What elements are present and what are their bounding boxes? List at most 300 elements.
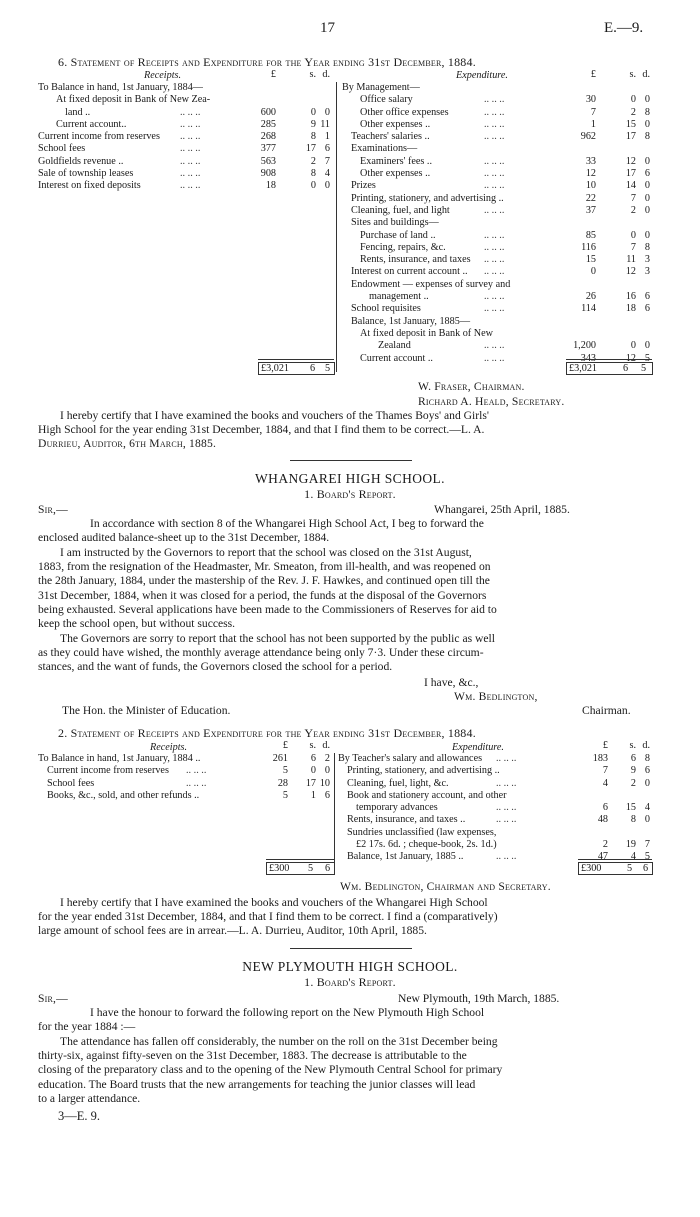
- ledger-label: Interest on current account ..: [351, 266, 468, 278]
- shillings-value: 0: [630, 94, 636, 106]
- total-rule: [266, 859, 334, 860]
- shillings-value: 17: [625, 168, 636, 180]
- pounds-value: 7: [590, 106, 596, 118]
- pence-value: 8: [644, 241, 650, 253]
- shillings-value: 0: [310, 180, 316, 192]
- salutation: Sir,—: [38, 992, 68, 1005]
- leader-dots: .. .. ..: [484, 266, 505, 278]
- ledger-label: Purchase of land ..: [360, 229, 436, 241]
- total-pence: 6: [643, 863, 649, 874]
- receipts-heading: Receipts.: [150, 742, 188, 753]
- pence-value: 10: [319, 777, 330, 789]
- pounds-value: 2: [602, 839, 608, 851]
- leader-dots: .. .. ..: [186, 765, 207, 777]
- pence-value: 6: [644, 303, 650, 315]
- ledger-label: Sites and buildings—: [351, 217, 439, 229]
- receipts-total: [266, 862, 335, 875]
- pounds-value: 343: [580, 352, 596, 364]
- ledger-row: [342, 340, 652, 352]
- ledger-row: [38, 107, 332, 119]
- ledger-label: Current account..: [56, 118, 127, 130]
- ledger-row: [342, 205, 652, 217]
- pounds-value: 5: [282, 765, 288, 777]
- leader-dots: .. .. ..: [484, 303, 505, 315]
- ledger-label: Printing, stationery, and advertising ..: [347, 765, 500, 777]
- section-subheading: 1. Board's Report.: [304, 487, 396, 501]
- pounds-value: 30: [585, 94, 596, 106]
- ledger-label: Rents, insurance, and taxes ..: [347, 814, 466, 826]
- pence-value: 0: [324, 765, 330, 777]
- pounds-value: 26: [585, 291, 596, 303]
- pence-value: 5: [644, 851, 650, 863]
- paragraph-line: The Governors are sorry to report that the school has not been supported by the public as well: [60, 632, 495, 645]
- page-number: 17: [320, 20, 335, 36]
- ledger-row: [342, 131, 652, 143]
- audit-certificate: [38, 409, 655, 452]
- ledger-label: Other expenses ..: [360, 168, 431, 180]
- ledger-label: Current income from reserves: [47, 765, 169, 777]
- pence-value: 0: [644, 94, 650, 106]
- leader-dots: .. .. ..: [180, 118, 201, 130]
- total-rule: [258, 359, 334, 360]
- ledger-row: [342, 180, 652, 192]
- ledger-label: By Management—: [342, 82, 420, 93]
- pounds-value: 10: [585, 180, 596, 192]
- salutation: Sir,—: [38, 503, 68, 516]
- paragraph-line: as they could have wished, the monthly average attendance being only 7·3. Under these circum-: [38, 646, 484, 660]
- paragraph-line: education. The Board trusts that the new arrangements for teaching the junior classes will lead: [38, 1077, 476, 1091]
- shillings-value: 18: [625, 303, 636, 315]
- section-divider: [290, 948, 412, 949]
- ledger-label: Other expenses ..: [360, 118, 431, 130]
- total-shillings: 6: [623, 363, 629, 374]
- shillings-value: 2: [630, 777, 636, 789]
- pence-value: 6: [644, 765, 650, 777]
- shillings-value: 0: [630, 229, 636, 241]
- statement-title: 2. Statement of Receipts and Expenditure for the Year ending 31st December, 1884.: [58, 726, 476, 740]
- section-subheading: 1. Board's Report.: [304, 975, 396, 989]
- section-heading: WHANGAREI HIGH SCHOOL.: [255, 471, 445, 486]
- ledger-row: [342, 291, 652, 303]
- expenditure-total: [566, 362, 653, 375]
- pounds-value: 22: [585, 192, 596, 204]
- paragraph-line: closing of the preparatory class and to the opening of the New Plymouth Central School for primary: [38, 1063, 503, 1077]
- total-pounds: £300: [269, 863, 290, 874]
- lsd-heading: d.: [642, 69, 650, 80]
- pounds-value: 908: [260, 168, 276, 180]
- ledger-row: [338, 753, 652, 765]
- paragraph-line: stances, and the want of funds, the Governors closed the school for a period.: [38, 660, 393, 674]
- report-paragraph: [38, 546, 655, 631]
- ledger-label: temporary advances: [356, 802, 438, 814]
- leader-dots: .. .. ..: [484, 241, 505, 253]
- ledger-row: [338, 827, 652, 839]
- leader-dots: .. .. ..: [186, 777, 207, 789]
- pence-value: 0: [644, 180, 650, 192]
- total-pence: 5: [325, 363, 331, 374]
- ledger-label: Interest on fixed deposits: [38, 180, 141, 192]
- pence-value: 2: [324, 753, 330, 764]
- pounds-value: 18: [265, 180, 276, 192]
- lsd-heading: s.: [629, 740, 636, 751]
- ledger-row: [342, 119, 652, 131]
- ledger-label: land ..: [65, 106, 91, 118]
- report-paragraph: [38, 517, 655, 545]
- paragraph-line: The attendance has fallen off considerably, the number on the roll on the 31st December being: [60, 1035, 498, 1048]
- leader-dots: .. .. ..: [496, 777, 517, 789]
- ledger-row: [342, 107, 652, 119]
- ledger-label: £2 17s. 6d. ; cheque-book, 2s. 1d.): [356, 839, 497, 851]
- ledger-row: [38, 778, 332, 790]
- pounds-value: 4: [602, 777, 608, 789]
- pence-value: 0: [644, 777, 650, 789]
- leader-dots: .. .. ..: [180, 143, 201, 155]
- shillings-value: 19: [625, 839, 636, 851]
- leader-dots: .. .. ..: [484, 131, 505, 143]
- pounds-value: 15: [585, 254, 596, 266]
- ledger-row: [38, 94, 332, 106]
- shillings-value: 12: [625, 266, 636, 278]
- ledger-row: [38, 82, 332, 94]
- total-pounds: £3,021: [569, 363, 598, 374]
- shillings-value: 16: [625, 291, 636, 303]
- ledger-row: [342, 279, 652, 291]
- receipts-heading: Receipts.: [144, 70, 182, 81]
- ledger-label: Current income from reserves: [38, 131, 160, 143]
- pounds-value: 377: [260, 143, 276, 155]
- paragraph-line: 31st December, 1884, when it was closed for a period, the funds at the disposal of the Governors: [38, 588, 487, 602]
- lsd-heading: d.: [322, 740, 330, 751]
- shillings-value: 7: [630, 192, 636, 204]
- pounds-value: 285: [260, 118, 276, 130]
- lsd-heading: d.: [642, 740, 650, 751]
- ledger-row: [342, 168, 652, 180]
- signature-mark: 3—E. 9.: [58, 1109, 101, 1123]
- closing: I have, &c.,: [424, 676, 479, 689]
- ledger-label: Balance, 1st January, 1885 ..: [347, 851, 464, 863]
- ledger-row: [342, 217, 652, 229]
- total-pence: 5: [641, 363, 647, 374]
- pounds-value: 114: [581, 303, 596, 315]
- shillings-value: 14: [625, 180, 636, 192]
- pounds-value: 563: [260, 155, 276, 167]
- ledger-label: Teachers' salaries ..: [351, 131, 430, 143]
- signer-name: Wm. Bedlington,: [454, 690, 538, 703]
- ledger-row: [38, 156, 332, 168]
- ledger-label: Prizes: [351, 180, 376, 192]
- ledger-row: [38, 753, 332, 765]
- column-divider: [334, 753, 335, 871]
- certificate-line: for the year ended 31st December, 1884, and that I find them to be correct. I find a (comparatively): [38, 910, 498, 924]
- paragraph-line: thirty-six, against fifty-seven on the 31st December, 1883. The decrease is attributable to the: [38, 1049, 467, 1063]
- pence-value: 0: [644, 192, 650, 204]
- paragraph-line: to a larger attendance.: [38, 1091, 141, 1105]
- shillings-value: 9: [310, 118, 316, 130]
- total-shillings: 5: [627, 863, 633, 874]
- shillings-value: 0: [310, 765, 316, 777]
- ledger-label: management ..: [369, 291, 429, 303]
- ledger-row: [38, 180, 332, 192]
- total-shillings: 6: [310, 363, 316, 374]
- total-pounds: £3,021: [261, 363, 290, 374]
- pounds-value: 962: [580, 131, 596, 143]
- ledger-label: To Balance in hand, 1st January, 1884—: [38, 82, 203, 93]
- leader-dots: .. .. ..: [180, 106, 201, 118]
- shillings-value: 6: [630, 753, 636, 764]
- ledger-row: [342, 316, 652, 328]
- certificate-line: I hereby certify that I have examined the books and vouchers of the Thames Boys' and Girls': [60, 409, 489, 422]
- paragraph-line: I have the honour to forward the following report on the New Plymouth High School: [90, 1006, 485, 1019]
- pence-value: 4: [644, 802, 650, 814]
- ledger-row: [338, 790, 652, 802]
- ledger-label: Endowment — expenses of survey and: [351, 278, 511, 290]
- shillings-value: 8: [630, 814, 636, 826]
- shillings-value: 8: [310, 168, 316, 180]
- ledger-label: Fencing, repairs, &c.: [360, 241, 446, 253]
- pence-value: 0: [324, 180, 330, 192]
- pence-value: 3: [644, 266, 650, 278]
- shillings-value: 4: [630, 851, 636, 863]
- pounds-value: 1: [590, 118, 596, 130]
- lsd-heading: d.: [322, 69, 330, 80]
- ledger-row: [342, 230, 652, 242]
- pence-value: 0: [644, 229, 650, 241]
- leader-dots: .. .. ..: [484, 229, 505, 241]
- shillings-value: 8: [310, 131, 316, 143]
- pence-value: 6: [324, 143, 330, 155]
- document-reference: E.—9.: [604, 20, 644, 36]
- leader-dots: .. .. ..: [496, 851, 517, 863]
- ledger-row: [342, 82, 652, 94]
- ledger-row: [342, 242, 652, 254]
- ledger-label: Other office expenses: [360, 106, 449, 118]
- pence-value: 8: [644, 753, 650, 764]
- pounds-value: 47: [597, 851, 608, 863]
- ledger-label: By Teacher's salary and allowances: [338, 753, 483, 764]
- pence-value: 11: [320, 118, 330, 130]
- shillings-value: 0: [310, 106, 316, 118]
- audit-certificate: [38, 896, 655, 939]
- ledger-row: [38, 143, 332, 155]
- report-paragraph: [38, 1006, 655, 1034]
- shillings-value: 2: [630, 204, 636, 216]
- pence-value: 8: [644, 131, 650, 143]
- leader-dots: .. .. ..: [484, 180, 505, 192]
- certificate-line: large amount of school fees are in arrear.—L. A. Durrieu, Auditor, 10th April, 1885.: [38, 924, 427, 938]
- pounds-value: 28: [277, 777, 288, 789]
- ledger-label: Goldfields revenue ..: [38, 155, 124, 167]
- pounds-value: 183: [592, 753, 608, 764]
- pence-value: 0: [644, 155, 650, 167]
- ledger-label: Rents, insurance, and taxes: [360, 254, 471, 266]
- paragraph-line: I am instructed by the Governors to report that the school was closed on the 31st August,: [60, 546, 472, 559]
- ledger-row: [342, 303, 652, 315]
- receipts-total: [258, 362, 335, 375]
- paragraph-line: enclosed audited balance-sheet up to the 31st December, 1884.: [38, 531, 330, 545]
- shillings-value: 2: [310, 155, 316, 167]
- total-rule: [578, 859, 652, 860]
- lsd-heading: s.: [309, 740, 316, 751]
- pence-value: 7: [644, 839, 650, 851]
- shillings-value: 11: [626, 254, 636, 266]
- expenditure-heading: Expenditure.: [452, 742, 504, 753]
- ledger-row: [342, 156, 652, 168]
- pence-value: 6: [324, 789, 330, 801]
- leader-dots: .. .. ..: [180, 155, 201, 167]
- paragraph-line: In accordance with section 8 of the Whangarei High School Act, I beg to forward the: [90, 517, 484, 530]
- ledger-label: Book and stationery account, and other: [347, 789, 507, 801]
- pence-value: 0: [644, 340, 650, 352]
- ledger-label: Examiners' fees ..: [360, 155, 432, 167]
- lsd-heading: £: [270, 69, 276, 80]
- signer-title: Chairman.: [582, 704, 631, 717]
- ledger-label: Balance, 1st January, 1885—: [351, 315, 471, 327]
- paragraph-line: 1883, from the resignation of the Headmaster, Mr. Smeaton, from ill-health, and was reopened on: [38, 560, 491, 574]
- ledger-label: Zealand: [378, 340, 411, 352]
- ledger-row: [342, 254, 652, 266]
- ledger-label: To Balance in hand, 1st January, 1884 ..: [38, 753, 201, 764]
- paragraph-line: the 28th January, 1884, under the mastership of the Rev. J. F. Hawkes, and continued open till the: [38, 574, 490, 588]
- leader-dots: .. .. ..: [180, 131, 201, 143]
- shillings-value: 17: [625, 131, 636, 143]
- leader-dots: .. .. ..: [180, 180, 201, 192]
- ledger-label: Sale of township leases: [38, 168, 134, 180]
- pounds-value: 268: [260, 131, 276, 143]
- ledger-label: Current account ..: [360, 352, 433, 364]
- certificate-line: I hereby certify that I have examined the books and vouchers of the Whangarei High School: [60, 896, 488, 909]
- ledger-row: [338, 765, 652, 777]
- ledger-row: [38, 790, 332, 802]
- shillings-value: 12: [625, 155, 636, 167]
- ledger-row: [338, 802, 652, 814]
- ledger-label: School requisites: [351, 303, 421, 315]
- shillings-value: 6: [310, 753, 316, 764]
- leader-dots: .. .. ..: [484, 254, 505, 266]
- pounds-value: 7: [602, 765, 608, 777]
- total-pence: 6: [325, 863, 331, 874]
- leader-dots: .. .. ..: [484, 340, 505, 352]
- pence-value: 6: [644, 291, 650, 303]
- shillings-value: 15: [625, 802, 636, 814]
- ledger-label: Printing, stationery, and advertising ..: [351, 192, 504, 204]
- pounds-value: 261: [272, 753, 288, 764]
- ledger-row: [38, 765, 332, 777]
- leader-dots: .. .. ..: [496, 814, 517, 826]
- pounds-value: 48: [597, 814, 608, 826]
- section-heading: NEW PLYMOUTH HIGH SCHOOL.: [242, 959, 458, 974]
- certificate-line: Durrieu, Auditor, 6th March, 1885.: [38, 437, 217, 451]
- shillings-value: 12: [625, 352, 636, 364]
- ledger-row: [338, 778, 652, 790]
- shillings-value: 0: [630, 340, 636, 352]
- pence-value: 4: [324, 168, 330, 180]
- paragraph-line: being exhausted. Several applications have been made to the Commissioners of Reserves for aid to: [38, 602, 497, 616]
- ledger-label: School fees: [38, 143, 86, 155]
- shillings-value: 9: [630, 765, 636, 777]
- pounds-value: 0: [590, 266, 596, 278]
- pounds-value: 37: [585, 204, 596, 216]
- ledger-label: At fixed deposit in Bank of New Zea-: [56, 94, 211, 106]
- pence-value: 5: [644, 352, 650, 364]
- shillings-value: 17: [305, 143, 316, 155]
- place-date: Whangarei, 25th April, 1885.: [434, 503, 570, 516]
- column-divider: [336, 82, 337, 372]
- paragraph-line: keep the school open, but without success.: [38, 617, 236, 631]
- shillings-value: 17: [305, 777, 316, 789]
- leader-dots: .. .. ..: [484, 94, 505, 106]
- paragraph-line: for the year 1884 :—: [38, 1020, 136, 1034]
- ledger-row: [342, 328, 652, 340]
- pounds-value: 85: [585, 229, 596, 241]
- leader-dots: .. .. ..: [484, 118, 505, 130]
- pounds-value: 6: [602, 802, 608, 814]
- ledger-label: Cleaning, fuel, light, &c.: [347, 777, 449, 789]
- addressee: The Hon. the Minister of Education.: [62, 704, 231, 717]
- ledger-label: Cleaning, fuel, and light: [351, 204, 450, 216]
- ledger-label: Examinations—: [351, 143, 418, 155]
- signature-chairman: W. Fraser, Chairman.: [418, 380, 525, 393]
- statement-title: 6. Statement of Receipts and Expenditure for the Year ending 31st December, 1884.: [58, 55, 476, 69]
- certificate-line: High School for the year ending 31st December, 1884, and that I find them to be correct.—L. A.: [38, 423, 485, 437]
- lsd-heading: £: [602, 740, 608, 751]
- leader-dots: .. .. ..: [484, 352, 505, 364]
- place-date: New Plymouth, 19th March, 1885.: [398, 992, 560, 1005]
- leader-dots: .. .. ..: [484, 291, 505, 303]
- pence-value: 7: [324, 155, 330, 167]
- leader-dots: .. .. ..: [484, 204, 505, 216]
- shillings-value: 7: [630, 241, 636, 253]
- total-shillings: 5: [308, 863, 314, 874]
- ledger-row: [338, 814, 652, 826]
- expenditure-total: [578, 862, 653, 875]
- pence-value: 1: [324, 131, 330, 143]
- leader-dots: .. .. ..: [180, 168, 201, 180]
- ledger-label: Office salary: [360, 94, 413, 106]
- pence-value: 0: [644, 814, 650, 826]
- leader-dots: .. .. ..: [484, 155, 505, 167]
- report-paragraph: [38, 632, 655, 675]
- ledger-row: [342, 193, 652, 205]
- pounds-value: 116: [581, 241, 596, 253]
- leader-dots: .. .. ..: [496, 802, 517, 814]
- pounds-value: 1,200: [573, 340, 596, 352]
- lsd-heading: s.: [629, 69, 636, 80]
- pounds-value: 33: [585, 155, 596, 167]
- ledger-row: [38, 131, 332, 143]
- pence-value: 6: [644, 168, 650, 180]
- lsd-heading: £: [282, 740, 288, 751]
- leader-dots: .. .. ..: [496, 753, 517, 764]
- pence-value: 3: [644, 254, 650, 266]
- section-divider: [290, 460, 412, 461]
- shillings-value: 2: [630, 106, 636, 118]
- pence-value: 0: [644, 204, 650, 216]
- ledger-row: [38, 168, 332, 180]
- ledger-label: Sundries unclassified (law expenses,: [347, 826, 497, 838]
- expenditure-heading: Expenditure.: [456, 70, 508, 81]
- pence-value: 0: [324, 106, 330, 118]
- total-rule: [566, 359, 652, 360]
- total-pounds: £300: [581, 863, 602, 874]
- shillings-value: 15: [625, 118, 636, 130]
- pounds-value: 5: [282, 789, 288, 801]
- pence-value: 0: [644, 118, 650, 130]
- leader-dots: .. .. ..: [484, 106, 505, 118]
- statement-signature: Wm. Bedlington, Chairman and Secretary.: [340, 880, 551, 893]
- pounds-value: 600: [260, 106, 276, 118]
- ledger-row: [38, 119, 332, 131]
- ledger-row: [342, 94, 652, 106]
